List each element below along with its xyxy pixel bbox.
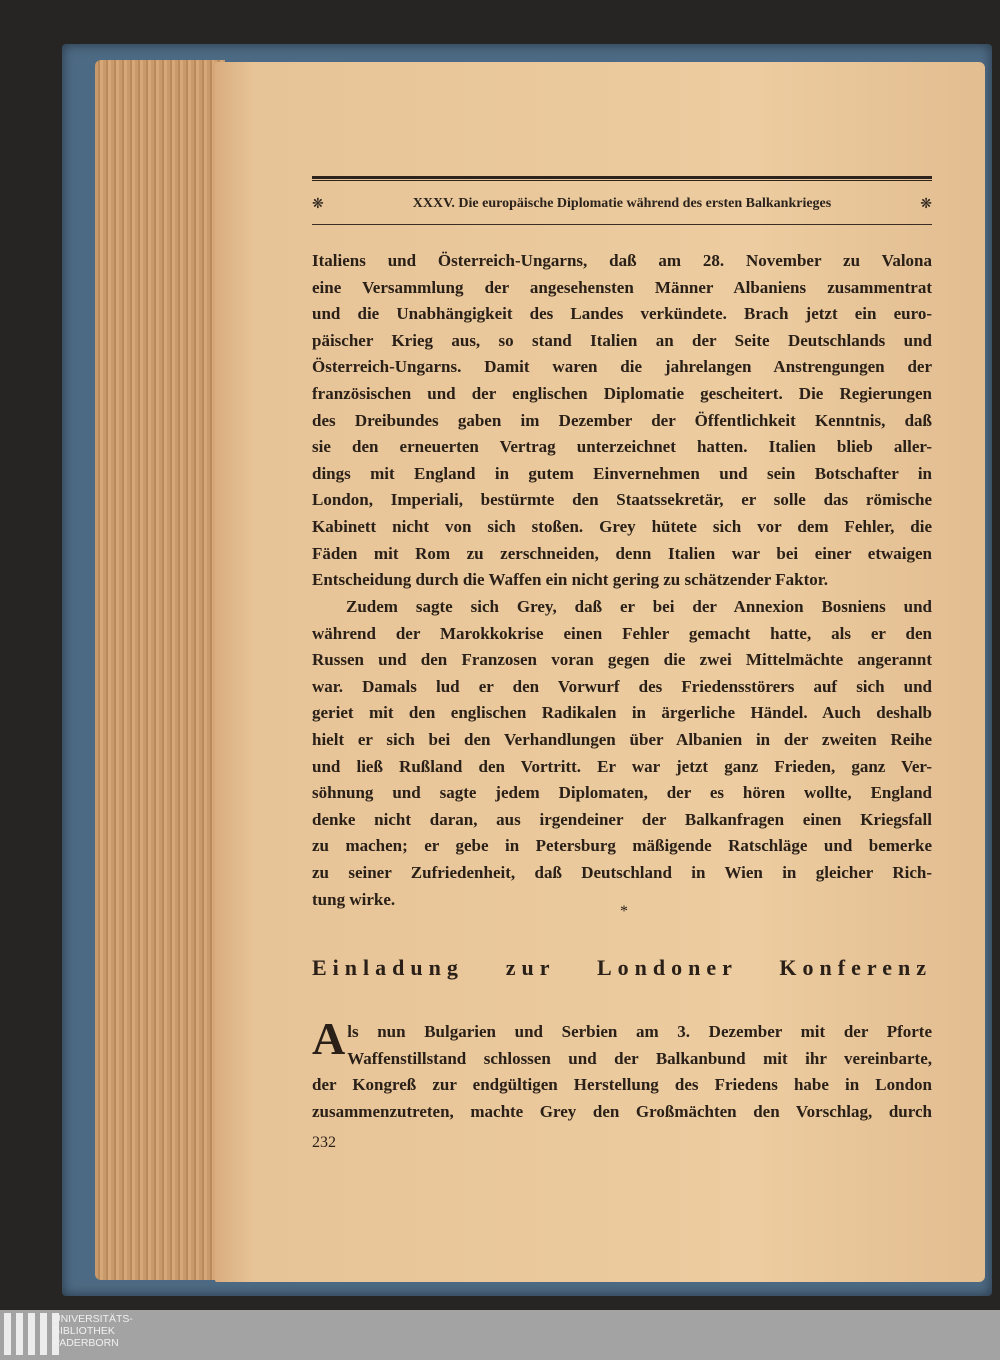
text-line: zusammenzutreten, machte Grey den Großmächten den Vorschlag, durch [312, 1101, 932, 1121]
text-line: der Kongreß zur endgültigen Herstellung des Friedens habe in London [312, 1075, 932, 1095]
paragraph-3 [312, 1013, 932, 1125]
header-rule-bottom [312, 224, 932, 225]
logo-line-1: UNIVERSITÄTS- [53, 1313, 133, 1325]
text-line: war. Damals lud er den Vorwurf des Friedensstörers auf sich und [312, 676, 932, 696]
text-line: dings mit England in gutem Einvernehmen und sein Botschafter in [312, 463, 932, 483]
paragraph-2 [312, 594, 932, 913]
text-line: zu seiner Zufriedenheit, daß Deutschland in Wien in gleicher Rich- [312, 862, 932, 882]
text-line: Entscheidung durch die Waffen ein nicht gering zu schätzender Faktor. [312, 570, 829, 590]
section-heading: Einladung zur Londoner Konferenz [312, 955, 932, 980]
text-line: Fäden mit Rom zu zerschneiden, denn Italien war bei einer etwaigen [312, 543, 932, 563]
text-line: Italiens und Österreich-Ungarns, daß am 28. November zu Valona [312, 251, 932, 270]
logo-line-2: BIBLIOTHEK [53, 1325, 115, 1337]
text-line: geriet mit den englischen Radikalen in ärgerliche Händel. Auch deshalb [312, 703, 932, 723]
text-line: zu machen; er gebe in Petersburg mäßigende Ratschläge und bemerke [312, 836, 932, 856]
text-line: denke nicht daran, aus irgendeiner der Balkanfragen einen Kriegsfall [312, 809, 932, 829]
text-line: Kabinett nicht von sich stoßen. Grey hütete sich vor dem Fehler, die [312, 516, 932, 536]
drop-cap: A [312, 1013, 346, 1064]
section-break: * [620, 903, 628, 920]
paragraph-1 [312, 248, 932, 594]
text-line: ls nun Bulgarien und Serbien am 3. Dezember mit der Pforte [347, 1022, 932, 1041]
header-rule-thin [312, 180, 932, 181]
text-line: eine Versammlung der angesehensten Männer Albaniens zusammentrat [312, 277, 932, 297]
text-line: und die Unabhängigkeit des Landes verkündete. Brach jetzt ein euro- [312, 304, 932, 324]
running-head [312, 192, 932, 216]
text-line: tung wirke. [312, 889, 396, 909]
text-line: Österreich-Ungarns. Damit waren die jahrelangen Anstrengungen der [312, 357, 932, 377]
text-line: französischen und der englischen Diplomatie gescheitert. Die Regierungen [312, 383, 932, 403]
ornament-left-icon: ❋ [312, 196, 324, 212]
text-line: Russen und den Franzosen voran gegen die zwei Mittelmächte angerannt [312, 650, 932, 670]
ornament-right-icon: ❋ [920, 196, 932, 212]
text-line: päischer Krieg aus, so stand Italien an der Seite Deutschlands und [312, 330, 932, 350]
text-line: söhnung und sagte jedem Diplomaten, der es hören wollte, England [312, 783, 932, 803]
text-line: sie den erneuerten Vertrag unterzeichnet hatten. Italien blieb aller- [312, 437, 932, 457]
text-line: während der Marokkokrise einen Fehler gemacht hatte, als er den [312, 623, 932, 643]
text-line: und ließ Rußland den Vortritt. Er war jetzt ganz Frieden, ganz Ver- [312, 756, 932, 776]
logo-line-3: PADERBORN [53, 1337, 119, 1349]
text-line: Waffenstillstand schlossen und der Balkanbund mit ihr vereinbarte, [347, 1048, 932, 1068]
footer-bar [0, 1310, 1000, 1360]
text-line: hielt er sich bei den Verhandlungen über Albanien in der zweiten Reihe [312, 729, 932, 749]
running-head-title: XXXV. Die europäische Diplomatie während des ersten Balkankrieges [412, 196, 832, 211]
text-line: London, Imperiali, bestürmte den Staatssekretär, er solle das römische [312, 490, 932, 510]
library-logo-icon [4, 1313, 59, 1355]
page-number: 232 [312, 1134, 336, 1151]
text-line: Zudem sagte sich Grey, daß er bei der Annexion Bosniens und [346, 597, 932, 616]
page-edges [95, 60, 225, 1280]
header-rule [312, 176, 932, 179]
library-logo-text [53, 1313, 133, 1349]
text-line: des Dreibundes gaben im Dezember der Öffentlichkeit Kenntnis, daß [312, 410, 932, 430]
